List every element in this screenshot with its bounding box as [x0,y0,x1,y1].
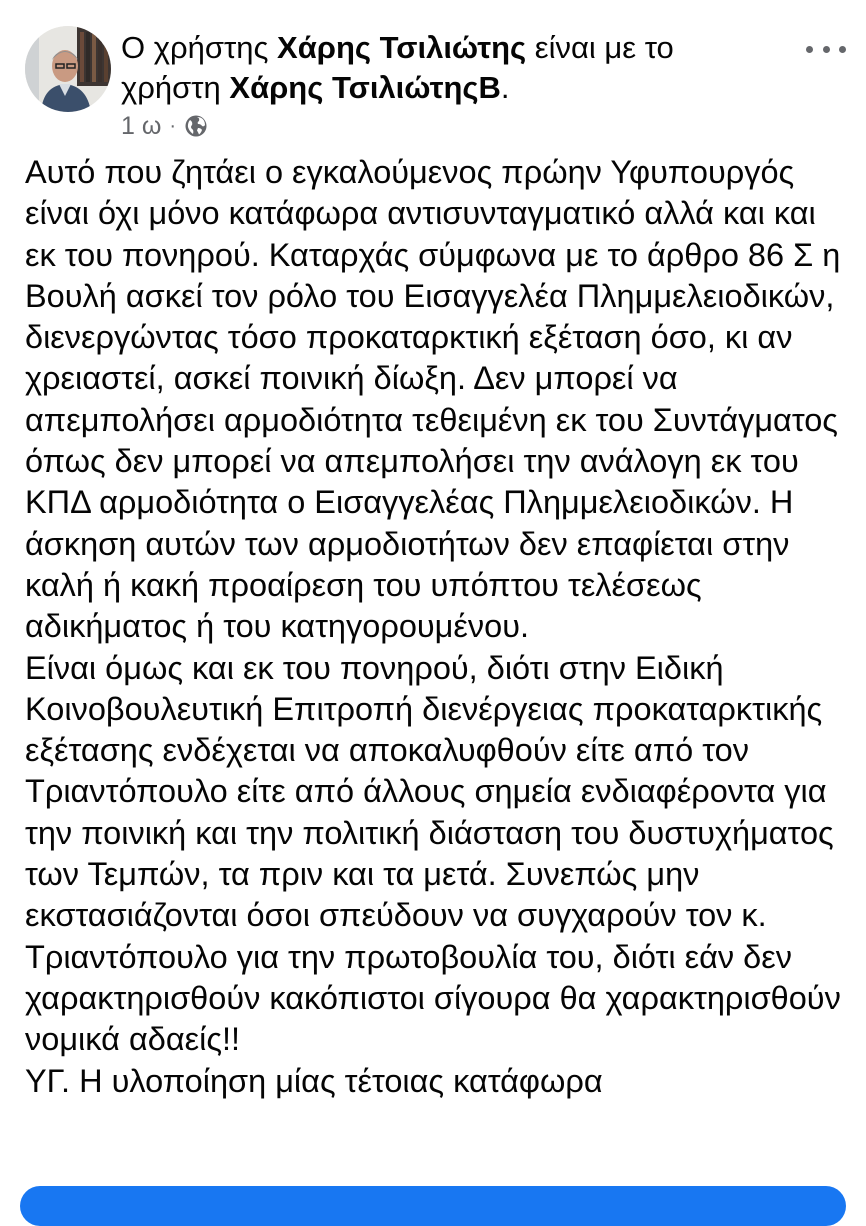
globe-icon[interactable] [184,114,208,138]
post-timestamp[interactable]: 1 ω [121,111,162,140]
post-paragraph: Είναι όμως και εκ του πονηρού, διότι στην Ειδική Κοινοβουλευτική Επιτροπή διενέργειας προκαταρκτικής εξέτασης ενδέχεται να αποκαλυφθούν είτε από τον Τριαντόπουλο είτε από άλλους σημεία ενδιαφέροντα για την ποινική και την πολιτική διάσταση του δυστυχήματος των Τεμπών, τα πριν και τα μετά. Συνεπώς μην εκστασιάζονται όσοι σπεύδουν να συγχαρούν τον κ. Τριαντόπουλο για την πρωτοβουλία του, διότι εάν δεν χαρακτηρισθούν κακόπιστοι σίγουρα θα χαρακτηρισθούν νομικά αδαείς!! [25,649,841,1058]
post-body [25,152,845,1102]
bottom-action-bar[interactable] [20,1186,846,1226]
more-horizontal-icon-dot-2 [823,46,830,53]
post-paragraph: Αυτό που ζητάει ο εγκαλούμενος πρώην Υφυπουργός είναι όχι μόνο κατάφωρα αντισυνταγματικό αλλά και και εκ του πονηρού. Καταρχάς σύμφωνα με το άρθρο 86 Σ η Βουλή ασκεί τον ρόλο του Εισαγγελέα Πλημμελειοδικών, διενεργώντας τόσο προκαταρκτική εξέταση όσο, κι αν χρειαστεί, ασκεί ποινική δίωξη. Δεν μπορεί να απεμπολήσει αρμοδιότητα τεθειμένη εκ του Συντάγματος όπως δεν μπορεί να απεμπολήσει την ανάλογη εκ του ΚΠΔ αρμοδιότητα ο Εισαγγελέας Πλημμελειοδικών. Η άσκηση αυτών των αρμοδιοτήτων δεν επαφίεται στην καλή ή κακή προαίρεση του υπόπτου τελέσεως αδικήματος ή του κατηγορουμένου. [25,154,841,645]
post-paragraph: ΥΓ. Η υλοποίηση μίας τέτοιας κατάφωρα [25,1062,603,1099]
avatar-image [25,26,111,112]
more-horizontal-icon-dot-3 [839,46,846,53]
avatar[interactable] [25,26,111,112]
author-suffix: . [500,70,510,105]
author-middle: είναι με το χρήστη [121,30,674,105]
post-meta [121,110,208,142]
author-name-link[interactable]: Χάρης Τσιλιώτης [277,30,527,65]
more-horizontal-icon [806,46,813,53]
post-author-line [121,28,771,108]
tagged-user-link[interactable]: Χάρης ΤσιλιώτηςΒ [229,70,501,105]
post-header [25,22,846,147]
more-options-button[interactable] [806,38,846,60]
author-prefix: Ο χρήστης [121,30,278,65]
meta-separator: · [169,114,177,137]
